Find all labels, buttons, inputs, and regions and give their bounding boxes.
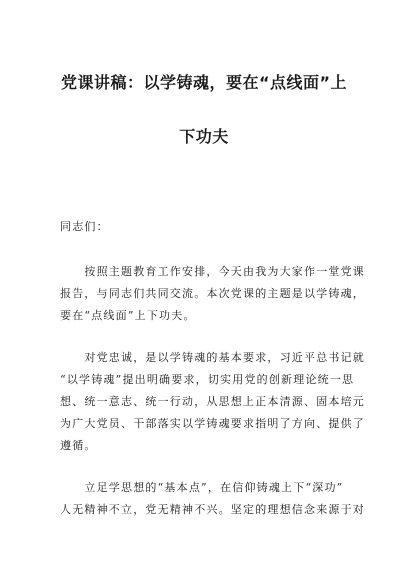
- document-title-line-2: 下功夫: [179, 127, 229, 146]
- paragraph-2-line-3: 想、统一意志、统一行动，从思想上正本清源、固本培元: [60, 395, 365, 408]
- document-title-line-1: 党课讲稿：以学铸魂，要在“点线面”上: [60, 73, 348, 92]
- paragraph-2-line-2: “以学铸魂”提出明确要求，切实用党的创新理论统一思: [60, 373, 355, 386]
- paragraph-3-line-2: 人无精神不立，党无精神不兴。坚定的理想信念来源于对: [60, 503, 365, 516]
- paragraph-1-line-1: 按照主题教育工作安排，今天由我为大家作一堂党课: [60, 265, 365, 278]
- paragraph-3-line-1: 立足学思想的“基本点”，在信仰铸魂上下“深功”: [60, 481, 344, 494]
- paragraph-2-line-5: 遵循。: [60, 439, 97, 452]
- greeting: 同志们：: [60, 220, 109, 233]
- paragraph-2-line-1: 对党忠诚，是以学铸魂的基本要求，习近平总书记就: [60, 351, 365, 364]
- paragraph-1-line-2: 报告，与同志们共同交流。本次党课的主题是以学铸魂，: [60, 287, 365, 300]
- paragraph-2-line-4: 为广大党员、干部落实以学铸魂要求指明了方向、提供了: [60, 417, 365, 430]
- paragraph-1-line-3: 要在“点线面”上下功夫。: [60, 309, 196, 322]
